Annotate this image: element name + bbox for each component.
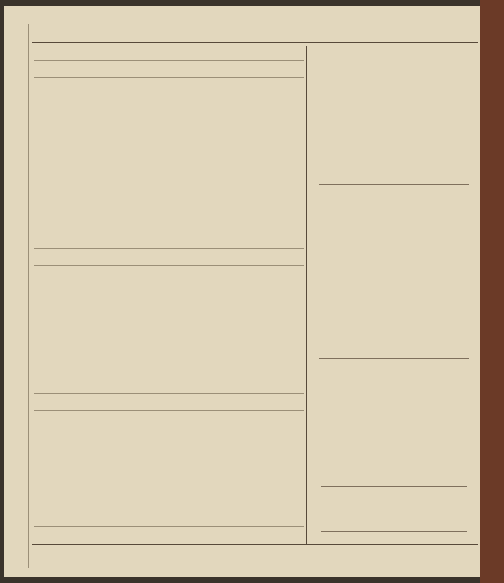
board-signature-line [34,526,304,541]
section-heading [34,60,304,78]
section-heading [34,393,304,411]
advertisement-headline [319,166,469,185]
bottom-rule [32,544,478,545]
top-rule [32,42,478,43]
concert-headline [321,486,467,532]
newspaper-page [4,6,480,577]
advertisement-headline [319,340,469,359]
book-edge [480,0,504,583]
section-heading [34,248,304,266]
left-column [34,48,304,542]
right-column [311,48,476,542]
column-divider [306,46,307,544]
previous-page-gutter [4,24,29,568]
